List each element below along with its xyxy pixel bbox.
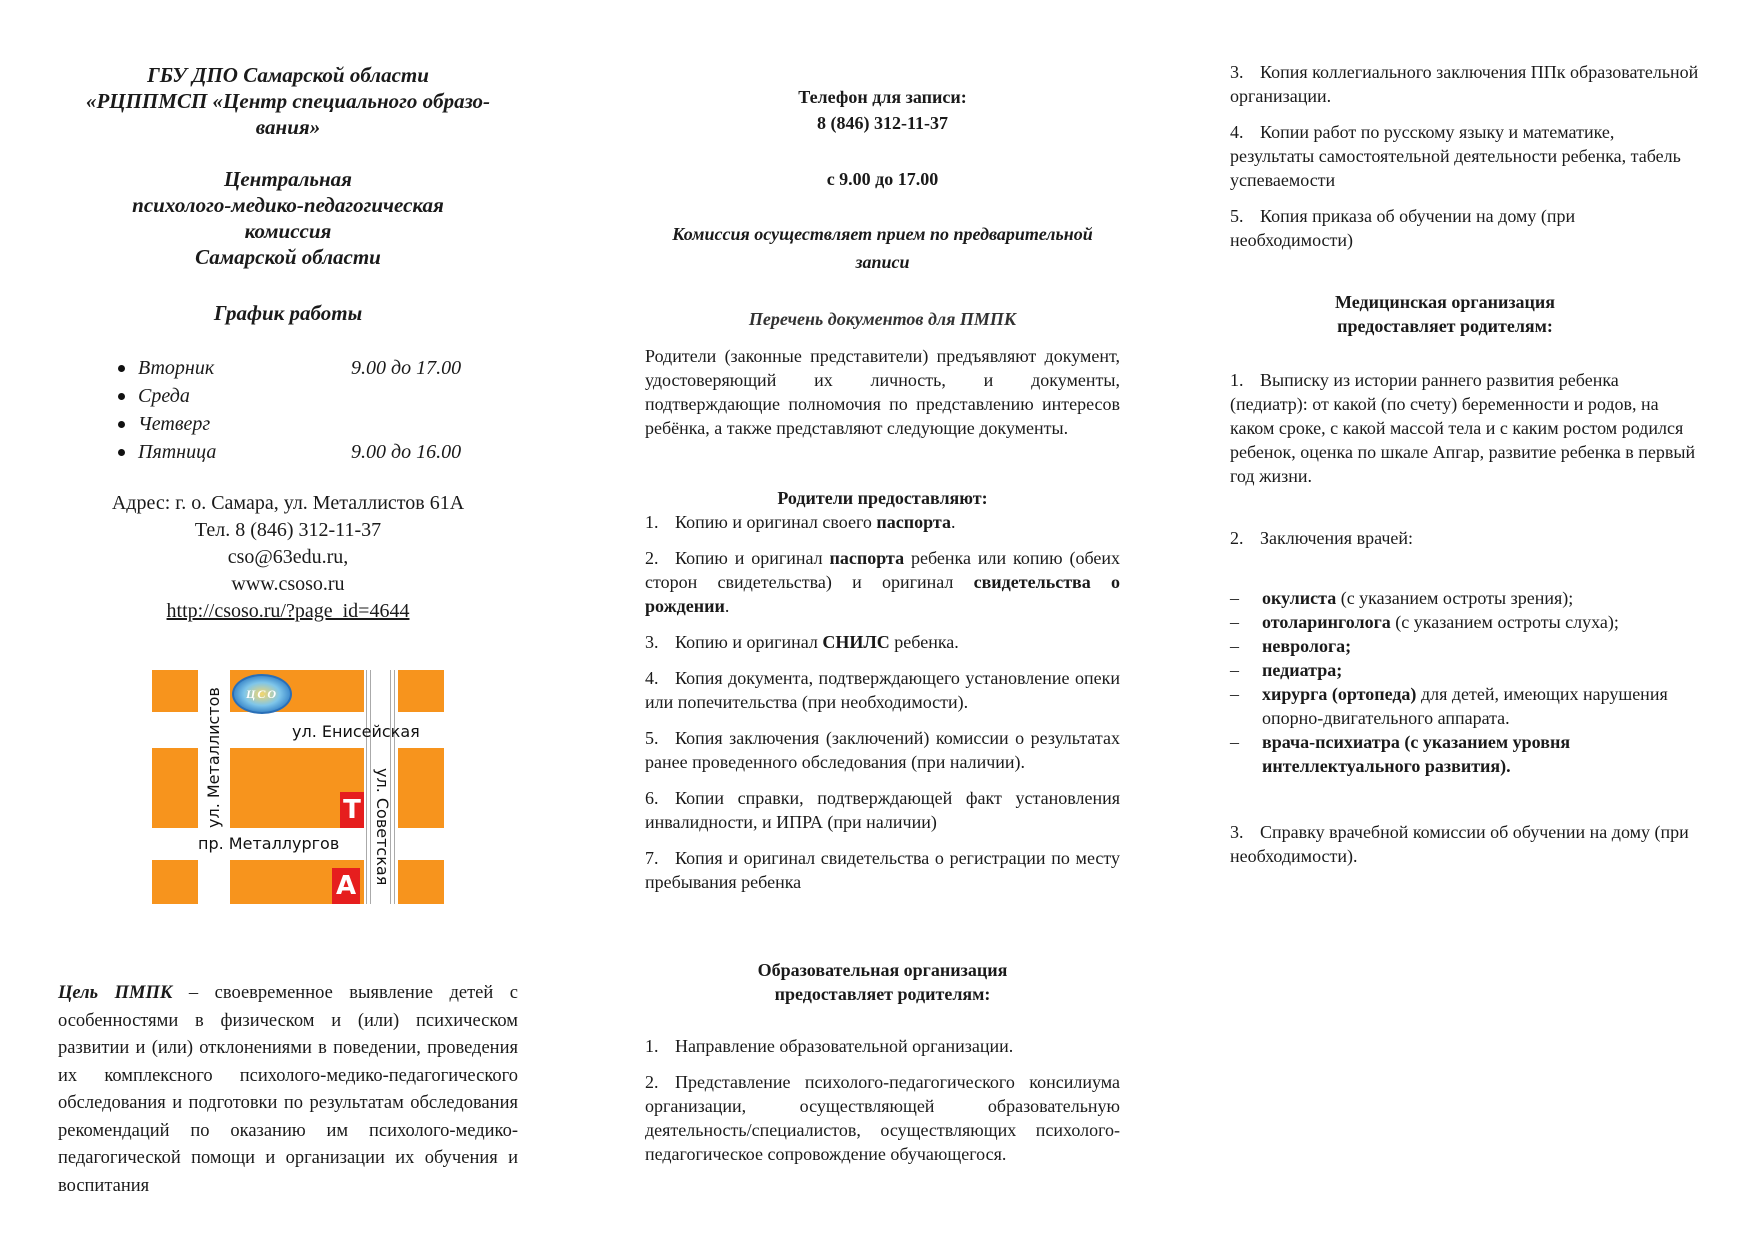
list-item <box>645 510 1120 534</box>
item-number: 3. <box>1230 822 1244 842</box>
doctor-name: педиатра; <box>1262 660 1343 680</box>
dash-bullet: – <box>1230 636 1239 656</box>
doctor-item <box>1230 730 1700 778</box>
doctor-item <box>1230 634 1700 658</box>
dash-bullet: – <box>1230 732 1239 752</box>
map-block <box>152 670 198 712</box>
item-text: Копии работ по русскому языку и математике, результаты самостоятельной деятельности ребенка, табель успеваемости <box>1230 122 1681 190</box>
list-item <box>645 630 1120 654</box>
item-text: . <box>724 596 730 616</box>
item-text: Копию и оригинал своего <box>675 512 877 532</box>
med-heading-line-1: Медицинская организация <box>1334 292 1556 312</box>
dash-bullet: – <box>1230 588 1239 608</box>
doctor-note: (с указанием остроты слуха); <box>1390 612 1619 632</box>
item-number: 3. <box>645 632 659 652</box>
street-label-sovetskaya: ул. Советская <box>373 768 392 886</box>
map-block <box>398 748 444 828</box>
item-number: 4. <box>645 668 659 688</box>
street-border <box>370 670 371 904</box>
item-text: Заключения врачей: <box>1260 528 1414 548</box>
item-text: Копия коллегиального заключения ППк образовательной организации. <box>1230 62 1699 106</box>
item-text: ребенка. <box>889 632 959 652</box>
edu-heading-line-2: предоставляет родителям: <box>774 984 991 1004</box>
documents-heading: Перечень документов для ПМПК <box>748 309 1017 329</box>
schedule-day: Четверг <box>138 413 211 435</box>
edu-org-list-continued <box>1230 60 1700 264</box>
dash-bullet: – <box>1230 660 1239 680</box>
page-link[interactable]: http://csoso.ru/?page_id=4644 <box>166 600 410 622</box>
bus-stop-icon: А <box>332 868 360 904</box>
organization-title <box>58 62 518 140</box>
item-text: Выписку из истории раннего развития ребенка (педиатр): от какой (по счету) беременности и родов, на каком сроке, с какой массой тела и с каким ростом родился ребенок, оценка по шкале Апгар, развитие ребенка в первый год жизни. <box>1230 370 1696 486</box>
item-bold: паспорта <box>829 548 905 568</box>
item-number: 3. <box>1230 62 1244 82</box>
item-text: Копия заключения (заключений) комиссии о результатах ранее проведенного обследования (при наличии). <box>645 728 1120 772</box>
map-block <box>152 748 198 828</box>
phone-title: Телефон для записи: <box>798 87 967 107</box>
map-block <box>152 860 198 904</box>
edu-heading-line-1: Образовательная организация <box>757 960 1008 980</box>
doctor-item <box>1230 586 1700 610</box>
medical-item-1 <box>1230 368 1700 488</box>
item-text: Копии справки, подтверждающей факт установления инвалидности, и ИПРА (при наличии) <box>645 788 1120 832</box>
list-item <box>1230 60 1700 108</box>
medical-org-heading <box>1210 290 1680 338</box>
street-border <box>394 670 395 904</box>
schedule-row <box>118 382 498 410</box>
doctor-note: для детей, имеющих нарушения опорно-двигательного аппарата. <box>1262 684 1668 728</box>
doctor-item <box>1230 610 1700 634</box>
contacts-block <box>48 490 528 625</box>
schedule-day: Пятница <box>138 441 217 463</box>
bullet-icon <box>118 365 125 372</box>
item-text: Справку врачебной комиссии об обучении на дому (при необходимости). <box>1230 822 1689 866</box>
list-item <box>645 786 1120 834</box>
item-number: 1. <box>1230 370 1244 390</box>
commission-line-1: Центральная <box>224 167 352 191</box>
tram-stop-icon: Т <box>340 792 364 828</box>
address: Адрес: г. о. Самара, ул. Металлистов 61А <box>111 492 465 514</box>
schedule-row <box>118 354 498 382</box>
item-number: 2. <box>645 548 659 568</box>
item-text: Представление психолого-педагогического консилиума организации, осуществляющей образовательную деятельность/специалистов, осуществляющих психолого-педагогическое сопровождение обучающегося. <box>645 1072 1120 1164</box>
doctor-name: окулиста <box>1262 588 1337 608</box>
street-label-metallurgov: пр. Металлургов <box>198 834 340 853</box>
schedule-row <box>118 438 498 466</box>
org-line-1: ГБУ ДПО Самарской области <box>147 63 429 87</box>
phone-number: 8 (846) 312-11-37 <box>817 113 948 133</box>
doctor-item <box>1230 658 1700 682</box>
item-text: Копию и оригинал <box>675 632 823 652</box>
schedule-day: Вторник <box>138 357 215 379</box>
item-number: 5. <box>1230 206 1244 226</box>
appointment-note: Комиссия осуществляет прием по предварительной записи <box>672 224 1093 272</box>
item-number: 1. <box>645 512 659 532</box>
phone-block <box>645 84 1120 136</box>
item-number: 1. <box>645 1036 659 1056</box>
item-text: Копию и оригинал <box>675 548 830 568</box>
doctor-name: врача-психиатра (с указанием уровня интеллектуального развития). <box>1262 732 1571 776</box>
bullet-icon <box>118 449 125 456</box>
schedule-time: 9.00 до 17.00 <box>351 357 462 379</box>
list-item <box>1230 204 1700 252</box>
item-text: ребенка или копию (обеих сторон свидетельства) и оригинал <box>645 548 1121 592</box>
item-text: Копия и оригинал свидетельства о регистрации по месту пребывания ребенка <box>645 848 1120 892</box>
item-number: 2. <box>1230 528 1244 548</box>
schedule-time: 9.00 до 16.00 <box>351 441 462 463</box>
edu-org-list <box>645 1034 1120 1178</box>
doctors-list <box>1230 586 1700 778</box>
map-block <box>398 860 444 904</box>
bullet-icon <box>118 421 125 428</box>
list-item <box>1230 120 1700 192</box>
item-text: Копия документа, подтверждающего установление опеки или попечительства (при необходимости). <box>645 668 1120 712</box>
medical-item-3 <box>1230 820 1700 868</box>
org-line-2: «РЦППМСП «Центр специального образо- <box>85 89 491 113</box>
map-block <box>398 670 444 712</box>
item-text: Направление образовательной организации. <box>675 1036 1014 1056</box>
item-number: 7. <box>645 848 659 868</box>
list-item <box>645 546 1120 618</box>
item-text: . <box>950 512 956 532</box>
location-map <box>152 670 444 916</box>
list-item <box>645 846 1120 894</box>
item-number: 5. <box>645 728 659 748</box>
commission-line-4: Самарской области <box>195 245 381 269</box>
commission-line-2: психолого-медико-педагогическая <box>132 193 444 217</box>
org-line-3: вания» <box>255 115 321 139</box>
doctor-item <box>1230 682 1700 730</box>
commission-line-3: комиссия <box>244 219 332 243</box>
bullet-icon <box>118 393 125 400</box>
street-border <box>366 670 367 904</box>
list-item <box>645 666 1120 714</box>
list-item <box>645 726 1120 774</box>
item-bold: паспорта <box>876 512 951 532</box>
schedule-day: Среда <box>138 385 190 407</box>
schedule-heading: График работы <box>213 301 363 325</box>
pmpk-goal <box>58 980 518 1200</box>
parents-heading: Родители предоставляют: <box>777 488 988 508</box>
item-bold: свидетельства о рождении <box>645 572 1120 616</box>
street-label-metallistov: ул. Металлистов <box>204 687 223 828</box>
goal-label: Цель ПМПК <box>58 983 173 1003</box>
doctor-note: (с указанием остроты зрения); <box>1336 588 1574 608</box>
item-number: 2. <box>645 1072 659 1092</box>
dash-bullet: – <box>1230 684 1239 704</box>
list-item <box>645 1034 1120 1058</box>
phone: Тел. 8 (846) 312-11-37 <box>194 519 382 541</box>
website: www.csoso.ru <box>231 573 345 595</box>
parents-list <box>645 510 1120 906</box>
commission-title <box>58 166 518 270</box>
list-item <box>645 1070 1120 1166</box>
item-number: 6. <box>645 788 659 808</box>
doctor-name: отоларинголога <box>1262 612 1391 632</box>
schedule-row <box>118 410 498 438</box>
item-number: 4. <box>1230 122 1244 142</box>
item-text: Копия приказа об обучении на дому (при необходимости) <box>1230 206 1576 250</box>
doctor-name: невролога; <box>1262 636 1352 656</box>
street-label-eniseyskaya: ул. Енисейская <box>292 722 420 741</box>
cso-logo-icon: ЦСО <box>232 674 292 714</box>
doctor-name: хирурга (ортопеда) <box>1262 684 1417 704</box>
dash-bullet: – <box>1230 612 1239 632</box>
intro-paragraph: Родители (законные представители) предъявляют документ, удостоверяющий их личность, и документы, подтверждающие полномочия по представлению интересов ребёнка, а также представляют следующие документы. <box>645 346 1120 438</box>
schedule-list <box>118 354 498 466</box>
hours: с 9.00 до 17.00 <box>826 169 939 189</box>
edu-org-heading <box>645 958 1120 1006</box>
medical-item-2 <box>1230 526 1700 550</box>
email: cso@63edu.ru, <box>227 546 349 568</box>
med-heading-line-2: предоставляет родителям: <box>1337 316 1553 336</box>
item-bold: СНИЛС <box>822 632 890 652</box>
goal-text: – своевременное выявление детей с особенностями в физическом и (или) психическом развитии и (или) отклонениями в поведении, проведения их комплексного психолого-медико-педагогического обследования и подготовки по результатам обследования рекомендаций по оказанию им психолого-медико-педагогической помощи и организации их обучения и воспитания <box>58 983 518 1196</box>
